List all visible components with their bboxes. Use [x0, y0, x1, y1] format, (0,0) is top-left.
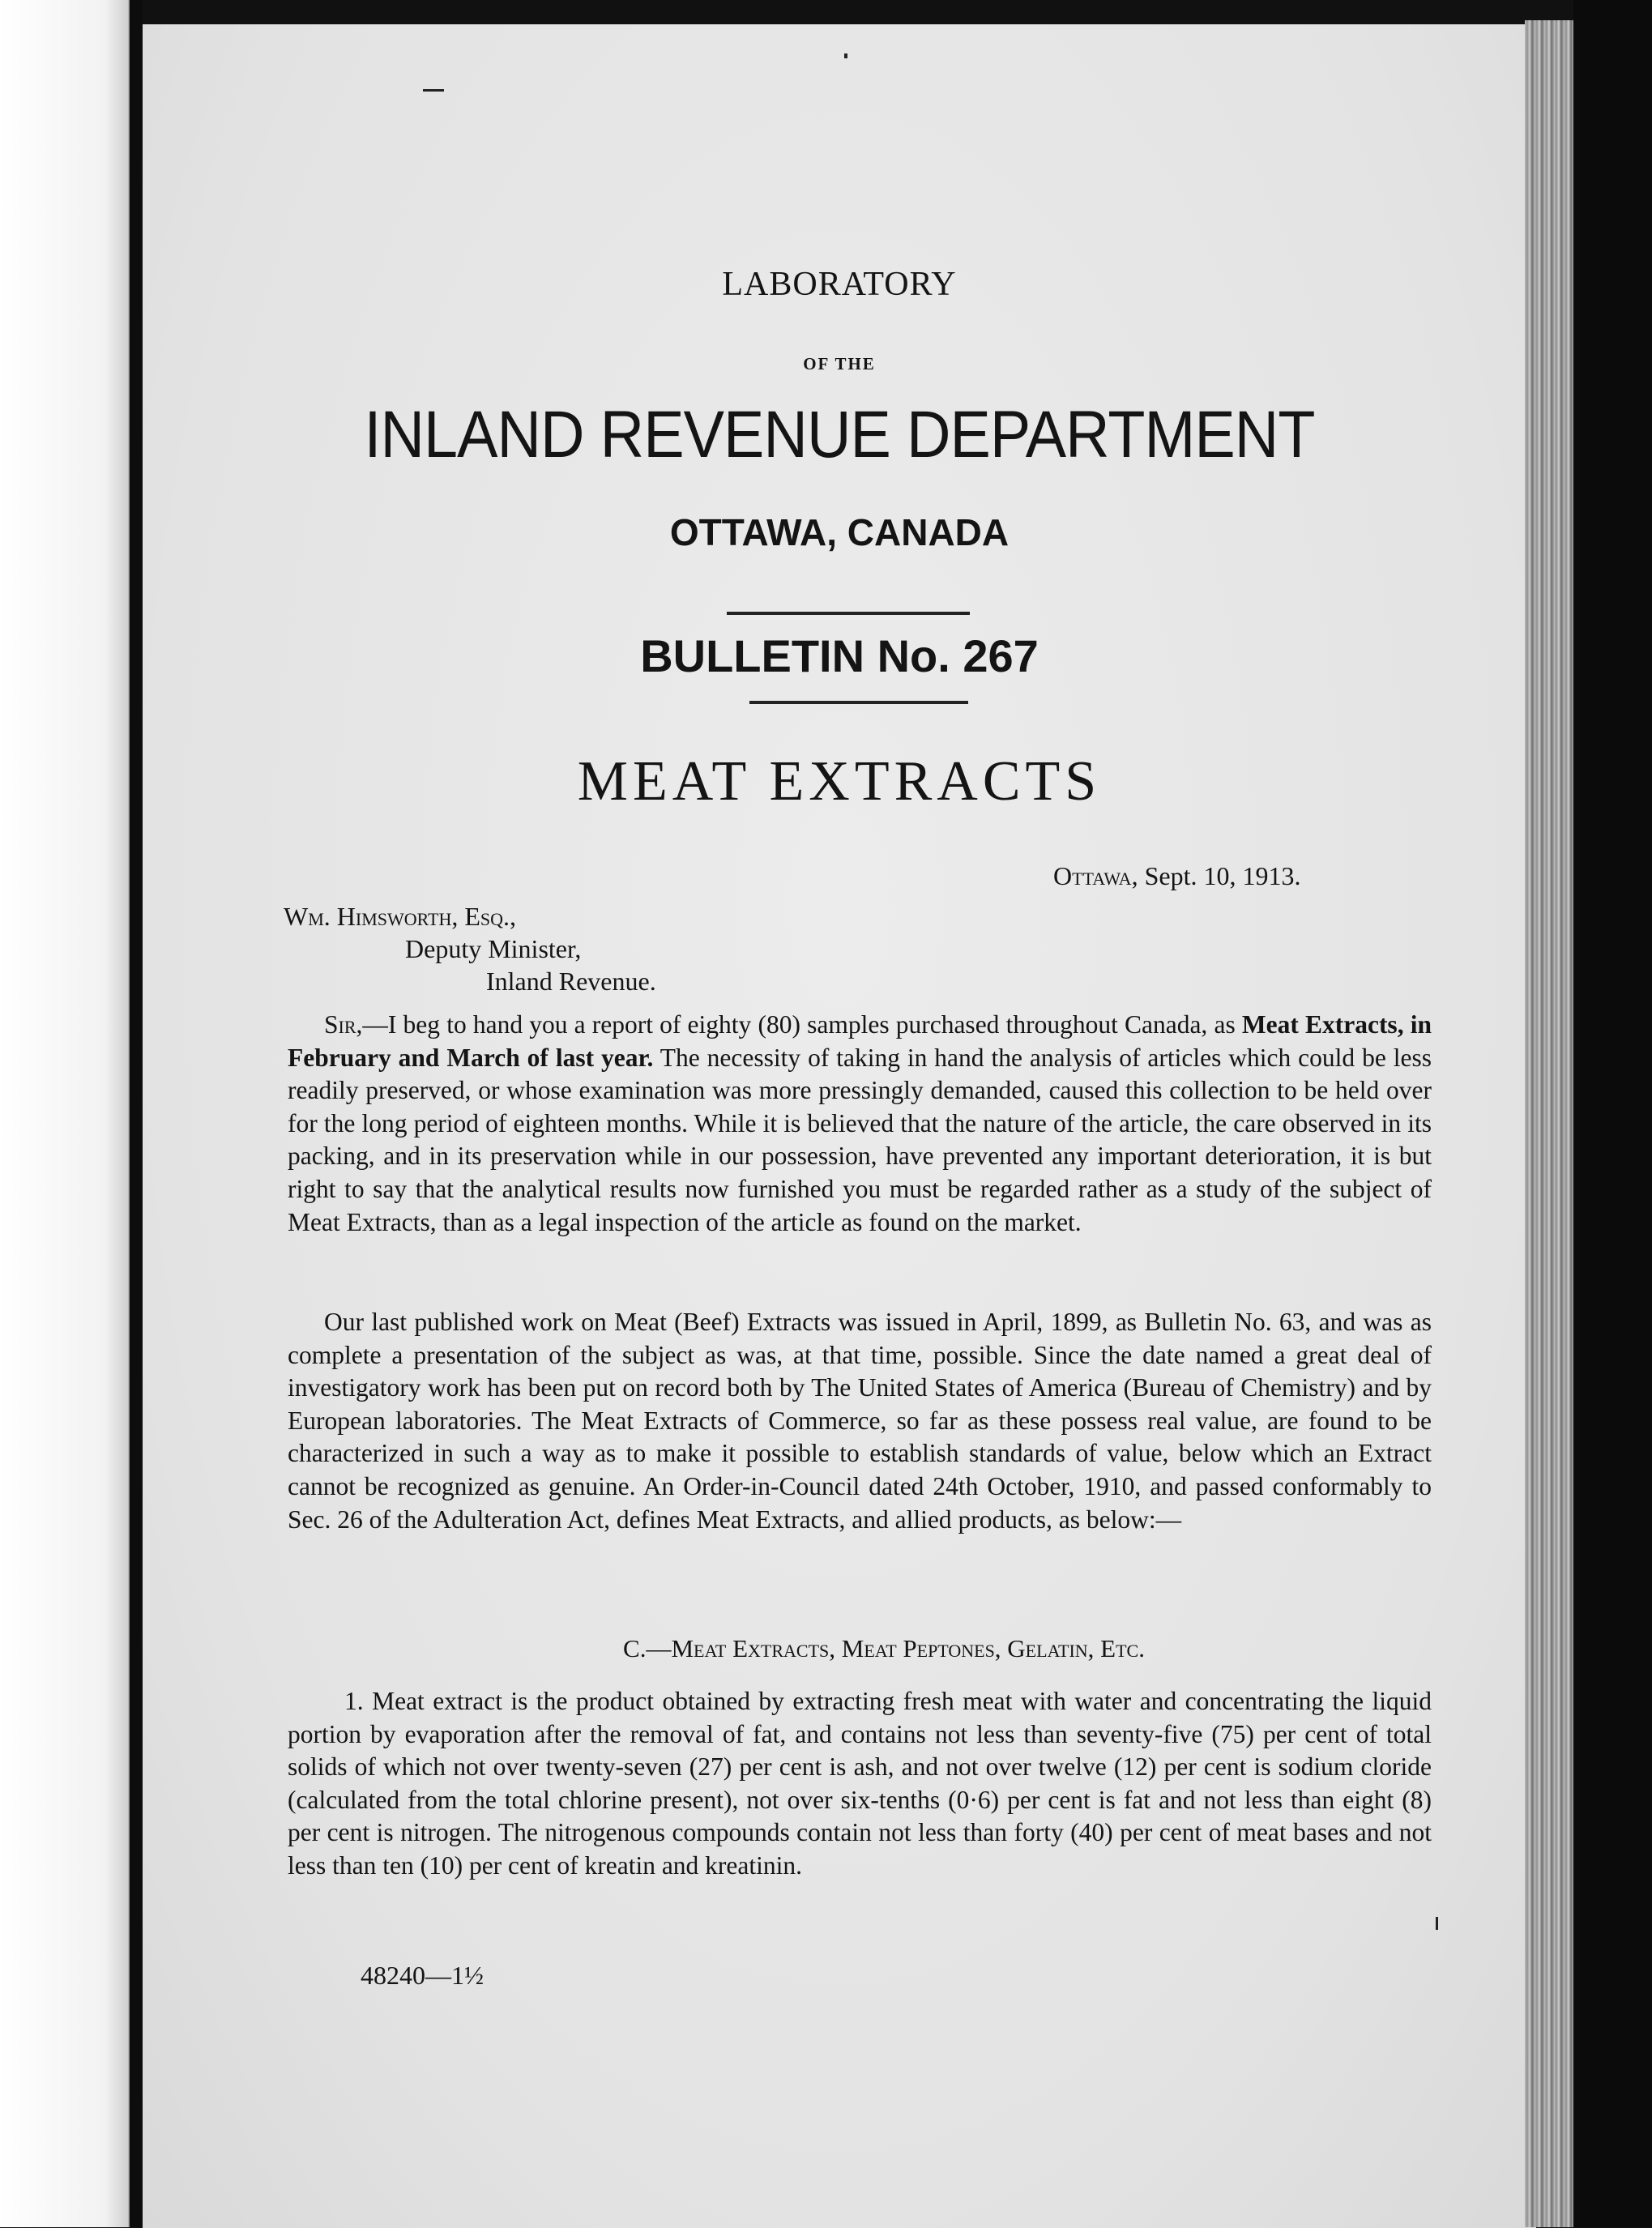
book-spine: [130, 0, 143, 2227]
page-stack-edge: [1525, 20, 1573, 2227]
laboratory-heading: LABORATORY: [722, 266, 957, 303]
paragraph-introduction: Sir,—I beg to hand you a report of eighty (80) samples purchased throughout Canada, as Meat Extracts, in February and March of last year. The necessity of taking in hand the analysis of articles which could be less readily preserved, or whose examination was more pressingly demanded, caused this collection to be held over for the long period of eighteen months. While it is believed that the nature of the article, the care observed in its packing, and in its preservation while in our possession, have prevented any important deterioration, it is but right to say that the analytical results now furnished you must be regarded rather as a study of the subject of Meat Extracts, than as a legal inspection of the article as found on the market.: [288, 1010, 1432, 1236]
dateline: [1053, 861, 1300, 891]
section-heading: C.—Meat Extracts, Meat Peptones, Gelatin, Etc.: [623, 1634, 1145, 1662]
lower-rule: [749, 701, 968, 704]
salutation: Sir,: [324, 1010, 363, 1039]
addressee-title: Deputy Minister,: [405, 934, 582, 963]
dateline-city: Ottawa,: [1053, 861, 1138, 890]
dateline-date: Sept. 10, 1913.: [1144, 861, 1301, 890]
stray-mark: [1436, 1917, 1438, 1930]
addressee-department: Inland Revenue.: [486, 967, 656, 996]
department-title: INLAND REVENUE DEPARTMENT: [364, 398, 1315, 472]
bold-phrase: Meat Extracts, in February and March of last year.: [288, 1010, 1432, 1072]
paragraph-background: Our last published work on Meat (Beef) Extracts was issued in April, 1899, as Bulletin No. 63, and was as complete a presentation of the subject as was, at that time, possible. Since the date named a great deal of investigatory work has been put on record both by The United States of America (Bureau of Chemistry) and by European laboratories. The Meat Extracts of Commerce, so far as these possess real value, are found to be characterized in such a way as to make it possible to establish standards of value, below which an Extract cannot be recognized as genuine. An Order-in-Council dated 24th October, 1910, and passed conformably to Sec. 26 of the Adulteration Act, defines Meat Extracts, and allied products, as below:—: [288, 1308, 1432, 1534]
addressee-name: Wm. Himsworth, Esq.,: [284, 902, 516, 931]
stray-mark: [423, 89, 444, 92]
facing-page-edge: [0, 0, 142, 2227]
paragraph-definition: 1. Meat extract is the product obtained by extracting fresh meat with water and concentrating the liquid portion by evaporation after the removal of fat, and contains not less than seventy-five (75) per cent of total solids of which not over twenty-seven (27) per cent is ash, and not over twelve (12) per cent is sodium cloride (calculated from the total chlorine present), not over six-tenths (0·6) per cent is fat and not less than eight (8) per cent is nitrogen. The nitrogenous compounds contain not less than forty (40) per cent of meat bases and not less than ten (10) per cent of kreatin and kreatinin.: [288, 1687, 1432, 1880]
scan-background: [1573, 0, 1652, 2227]
stray-mark: [844, 53, 847, 58]
of-the-heading: OF THE: [803, 354, 876, 373]
bulletin-number: BULLETIN No. 267: [640, 630, 1039, 681]
location-heading: OTTAWA, CANADA: [669, 511, 1010, 553]
printer-code: 48240—1½: [361, 1961, 484, 1990]
upper-rule: [727, 612, 970, 615]
subject-title: MEAT EXTRACTS: [577, 750, 1102, 813]
